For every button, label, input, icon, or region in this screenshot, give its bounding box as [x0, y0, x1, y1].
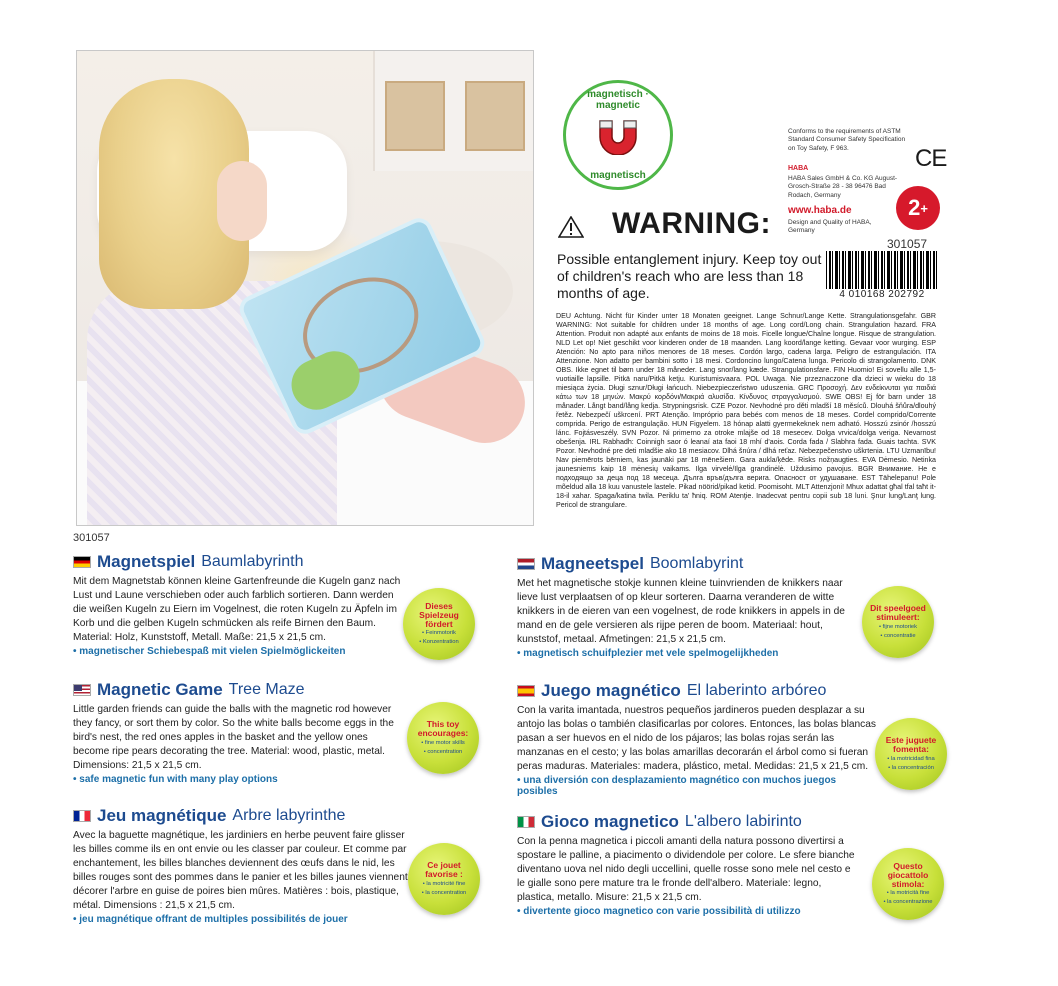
- age-badge: [896, 186, 940, 230]
- warning-text: Possible entanglement injury. Keep toy out of children's reach who are less than 18 months of age.: [557, 251, 822, 301]
- flag-spain-icon: [517, 685, 535, 697]
- ce-mark: CE: [915, 145, 947, 172]
- section-dutch: [517, 554, 857, 659]
- magnet-icon: [594, 115, 642, 155]
- section-title: Juego magnético: [541, 681, 681, 700]
- flag-france-icon: [73, 810, 91, 822]
- section-english: [73, 680, 403, 785]
- section-body: Little garden friends can guide the balls with the magnetic rod however they fancy, or sort them by color. So the white balls become eggs in the bird's nest, the red ones apples in the basket and the yellow ones become ripe pears decorating the tree. Material: wood, plastic, metal. Dimensions: 21,5 x 21,5 cm.: [73, 704, 394, 771]
- product-photo: [76, 50, 534, 526]
- section-subtitle: Arbre labyrinthe: [232, 807, 346, 824]
- section-tagline: • safe magnetic fun with many play options: [73, 773, 278, 785]
- flag-usa-icon: [73, 684, 91, 696]
- magnetic-badge: [563, 80, 673, 190]
- flag-italy-icon: [517, 816, 535, 828]
- magnetic-badge-top-text: magnetisch · magnetic: [587, 89, 649, 111]
- section-german: [73, 552, 403, 657]
- section-title: Magnetspiel: [97, 552, 196, 571]
- section-title: Magneetspel: [541, 554, 644, 573]
- section-spanish: [517, 681, 877, 797]
- section-tagline: • magnetisch schuifplezier met vele spelmogelijkheden: [517, 647, 779, 659]
- child-face: [217, 161, 267, 241]
- encourages-badge-italian: Questo giocattolo stimola: • la motricità fine • la concentrazione: [872, 848, 944, 920]
- encourages-badge-english: This toy encourages: • fine motor skills • concentration: [407, 702, 479, 774]
- design-note: Design and Quality of HABA, Germany: [788, 219, 872, 235]
- encourages-badge-german: Dieses Spielzeug fördert • Feinmotorik • Konzentration: [403, 588, 475, 660]
- shelf: [373, 51, 533, 171]
- section-title: Jeu magnétique: [97, 806, 227, 825]
- section-tagline: • jeu magnétique offrant de multiples possibilités de jouer: [73, 913, 348, 925]
- encourages-badge-spanish: Este juguete fomenta: • la motricidad fina • la concentración: [875, 718, 947, 790]
- section-subtitle: L'albero labirinto: [684, 813, 802, 830]
- section-body: Avec la baguette magnétique, les jardiniers en herbe peuvent faire glisser les billes comme ils en ont envie ou les classer par couleur. Et comme par enchantement, les billes blanches deviennent des œufs dans le nid, les billes rouges sont des pommes dans le panier et les billes jaunes viennent décorer l'arbre en guise de poires bien mûres. Matières : bois, plastique, métal. Dimensions : 21,5 x 21,5 cm.: [73, 830, 408, 911]
- company-address: HABA Sales GmbH & Co. KG August-Grosch-Straße 28 - 38 96476 Bad Rodach, Germany: [788, 175, 898, 199]
- encourages-badge-french: Ce jouet favorise : • la motricité fine • la concentration: [408, 843, 480, 915]
- barcode: [826, 251, 938, 289]
- flag-netherlands-icon: [517, 558, 535, 570]
- section-italian: [517, 812, 857, 917]
- product-code-top: 301057: [887, 237, 928, 251]
- magnetic-badge-bottom-text: magnetisch: [590, 170, 646, 181]
- section-tagline: • una diversión con desplazamiento magnético con muchos juegos posibles: [517, 774, 837, 797]
- barcode-number: 4 010168 202792: [826, 289, 938, 300]
- warning-title: WARNING:: [612, 207, 771, 240]
- encourages-badge-dutch: Dit speelgoed stimuleert: • fijne motoriek • concentratie: [862, 586, 934, 658]
- section-subtitle: El laberinto arbóreo: [686, 682, 827, 699]
- flag-germany-icon: [73, 556, 91, 568]
- section-body: Con la penna magnetica i piccoli amanti della natura possono divertirsi a spostare le palline, a piacimento o dividendole per colore. Le sfere bianche diventano uova nel nido degli uccellini, quelle rosse sono mele nel cesto e le gialle sono pere mature tra le fronde dell'albero. Materiale: legno, plastica, metallo. Misure: 21,5 x 21,5 cm.: [517, 836, 855, 903]
- age-plus: +: [920, 200, 928, 216]
- section-title: Magnetic Game: [97, 680, 223, 699]
- section-french: [73, 806, 408, 925]
- haba-url: www.haba.de: [788, 205, 852, 216]
- section-tagline: • divertente gioco magnetico con varie possibilità di utilizzo: [517, 905, 801, 917]
- section-tagline: • magnetischer Schiebespaß mit vielen Spielmöglickeiten: [73, 645, 346, 657]
- warning-icon: [558, 216, 584, 238]
- section-subtitle: Baumlabyrinth: [201, 553, 304, 570]
- section-title: Gioco magnetico: [541, 812, 679, 831]
- section-body: Mit dem Magnetstab können kleine Gartenfreunde die Kugeln ganz nach Lust und Laune verschieben oder auch farblich sortieren. Dann werden die weißen Kugeln zu Eiern im Vogelnest, die roten Kugeln zu Äpfeln im Korb und die gelben Kugeln schmücken als reife Birnen den Baum. Material: Holz, Kunststoff, Metall. Maße: 21,5 x 21,5 cm.: [73, 576, 401, 643]
- haba-logo: HABA: [788, 165, 809, 172]
- section-body: Con la varita imantada, nuestros pequeños jardineros pueden desplazar a su antojo las bolas o también clasificarlas por colores. Entonces, las bolas blancas pasan a ser huevos en el nido de los pájaros; las bolas rojas serán las manzanas en el cesto; y las bolas amarillas decorarán el árbol como si fueran peras maduras. Materiales: madera, plástico, metal. Medidas: 21,5 x 21,5 cm.: [517, 705, 877, 772]
- product-code-bottom: 301057: [73, 532, 110, 544]
- multilanguage-warning: DEU Achtung. Nicht für Kinder unter 18 Monaten geeignet. Lange Schnur/Lange Kette. Strangulationsgefahr. GBR WARNING: Not suitable for children under 18 months of age. Long cord/Long chain. Strangulation hazard. FRA Attention. Produit non adapté aux enfants de moins de 18 mois. Ficelle longue/Chaîne longue. Risque de strangulation. NLD Let op! Niet geschikt voor kinderen onder de 18 maanden. Lang koord/lange ketting. Gevaar voor wurging. ESP Atención: No apto para niños menores de 18 meses. Cordón largo, cadena larga. Peligro de estrangulación. ITA Attenzione. Non adatto per bambini sotto i 18 mesi. Cordoncino lungo/Catena lunga. Pericolo di strangolamento. DNK OBS. Ikke egnet til børn under 18 måneder. Lang snor/lang kæde. Strangulationsfare. FIN Huomio! Ei sovellu alle 1,5-vuotiaille lapsille. Pitkä naru/Pitkä ketju. Kuristumisvaara. POL Uwaga. Nie przeznaczone dla dzieci w wieku do 18 miesiąca życia. Długi sznur/Długi łańcuch. Niebezpieczeństwo uduszenia. GRC Προσοχή. Δεν ενδείκνυται για παιδιά κάτω των 18 μηνών. Μακρύ κορδόνι/Μακριά αλυσίδα. Κίνδυνος στραγγαλισμού. SWE OBS! Ej för barn under 18 månader. Långt band/lång kedja. Strypningsrisk. CZE Pozor. Nevhodné pro děti mladší 18 měsíců. Dlouhá šňůra/dlouhý řetěz. Nebezpečí uškrcení. PRT Atenção. Impróprio para bebés com menos de 18 meses. Cordel comprido/Corrente comprida. Perigo de estrangulação. HUN Figyelem. 18 hónap alatti gyermekeknek nem adható. Hosszú zsinór /hosszú lánc. Fojtásveszély. SVN Pozor. Ni primerno za otroke mlajše od 18 mesecev. Dolga vrvica/dolga veriga. Nevarnost obešenja. IRL Rabhadh: Coinnigh saor ó leanaí ata faoi 18 mhí d'aois. Corda fada / Slabhra fada. Guais tachta. SVK Pozor. Nevhodné pre deti mladšie ako 18 mesiacov. Dlhá šnúra / dlhá reťaz. Nebezpečenstvo uškrtenia. LTU Uzmanību! Nav piemērots bērniem, kas jaunāki par 18 mēnešiem. Gara auklа/ķēde. Risks nožņaugties. EVA Dėmesio. Netinka jaunesniems kaip 18 mėnesių vaikams. Ilga virvelė/Ilga grandinėlė. Uždusimo pavojus. BGR Внимание. Не е подходящо за деца под 18 месеца. Дълга връв/дълга верига. Опасност от удушаване. EST Tähelepanu! Pole mõeldud alla 18 kuu vanustele lastele. Pikad nöörid/pikad ketid. Poomisoht. MLT Attenzjoni! Mhux adattat għal tfal taħt it-18-il xahar. Spaga/katina twila. Periklu ta' ħniq. ROM Atenţie. Inadecvat pentru copii sub 18 luni. Şnur lung/Lanţ lung. Pericol de strangulare.: [556, 312, 936, 509]
- astm-notice: Conforms to the requirements of ASTM Standard Consumer Safety Specification on Toy Safety, F 963.: [788, 128, 906, 152]
- section-subtitle: Boomlabyrint: [649, 555, 744, 572]
- section-body: Met het magnetische stokje kunnen kleine tuinvrienden de knikkers naar lieve lust verplaatsen of op kleur sorteren. Daarna veranderen de witte knikkers in de eieren van een vogelnest, de rode knikkers in appels in de mand en de gele versieren als rijpe peren de boom. Materiaal: hout, kunststof, metaal. Afmetingen: 21,5 x 21,5 cm.: [517, 578, 845, 645]
- age-value: 2: [908, 195, 921, 220]
- section-subtitle: Tree Maze: [228, 681, 305, 698]
